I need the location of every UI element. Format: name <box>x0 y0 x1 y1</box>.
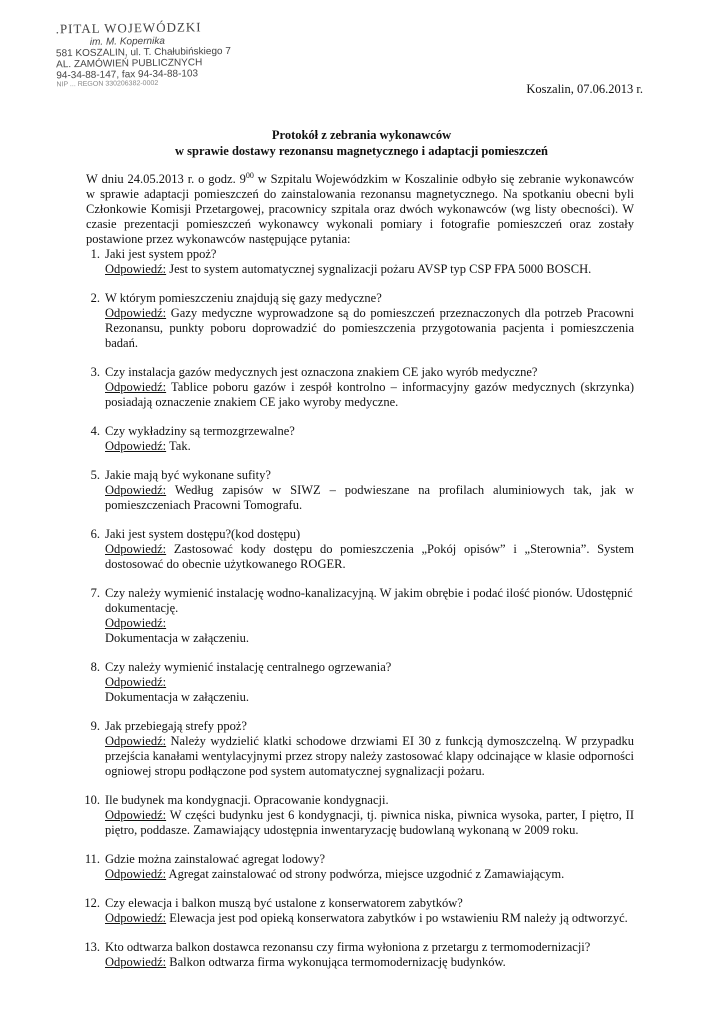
answer <box>105 867 634 882</box>
title-line-2: w sprawie dostawy rezonansu magnetycznego i adaptacji pomieszczeń <box>175 144 548 158</box>
answer-label: Odpowiedź: <box>105 808 167 823</box>
hospital-stamp <box>56 19 247 90</box>
question-item <box>86 468 634 513</box>
question-item <box>86 527 634 572</box>
answer-label: Odpowiedź: <box>105 955 167 970</box>
question-text: Ile budynek ma kondygnacji. Opracowanie kondygnacji. <box>105 793 389 808</box>
answer-text: Według zapisów w SIWZ – podwieszane na profilach aluminiowych tak, jak w pomieszczeniach Pracowni Tomografu. <box>105 483 634 513</box>
answer-label: Odpowiedź: <box>105 867 167 882</box>
question-text: Czy wykładziny są termozgrzewalne? <box>105 424 295 439</box>
question-number: 6. <box>90 527 100 542</box>
answer-label: Odpowiedź: <box>105 306 167 321</box>
answer <box>105 911 634 926</box>
title-line-1: Protokół z zebrania wykonawców <box>271 128 452 142</box>
answer-text: Dokumentacja w załączeniu. <box>105 631 250 646</box>
question-number: 10. <box>84 793 100 808</box>
answer-text: Agregat zainstalować od strony podwórza, miejsce uzgodnić z Zamawiającym. <box>168 867 565 882</box>
answer-label: Odpowiedź: <box>105 439 167 454</box>
answer-label: Odpowiedź: <box>105 380 167 395</box>
answer <box>105 439 634 454</box>
question-number: 5. <box>90 468 100 483</box>
question-number: 2. <box>90 291 100 306</box>
answer-text: Tablice poboru gazów i zespół kontrolno – informacyjny gazów medycznych (skrzynka) posiadają oznaczenie znakiem CE jako wyroby medyczne. <box>105 380 635 410</box>
stamp-line: im. M. Kopernika <box>89 35 165 48</box>
question-text: Czy elewacja i balkon muszą być ustalone z konserwatorem zabytków? <box>105 896 463 911</box>
question-number: 1. <box>90 247 100 262</box>
answer <box>105 483 634 513</box>
question-number: 11. <box>84 852 100 867</box>
question-item <box>86 247 634 277</box>
answer-label: Odpowiedź: <box>105 911 167 926</box>
question-item <box>86 940 634 970</box>
question-number: 4. <box>90 424 100 439</box>
stamp-line: 581 KOSZALIN, ul. T. Chałubińskiego 7 <box>55 45 231 60</box>
answer <box>105 734 634 779</box>
answer <box>105 262 634 277</box>
answer-label: Odpowiedź: <box>105 262 167 277</box>
stamp-line: .PITAL WOJEWÓDZKI <box>55 19 202 37</box>
question-number: 12. <box>84 896 100 911</box>
question-text: Jaki jest system ppoż? <box>105 247 217 262</box>
question-item <box>86 793 634 838</box>
question-text: Czy należy wymienić instalację wodno-kanalizacyjną. W jakim obrębie i podać ilość pionów. Udostępnić dokumentację. <box>105 586 633 616</box>
question-item <box>86 365 634 410</box>
question-item <box>86 586 634 646</box>
questions-list <box>86 247 634 970</box>
question-item <box>86 424 634 454</box>
question-item <box>86 719 634 779</box>
question-text: Jak przebiegają strefy ppoż? <box>105 719 247 734</box>
question-text: Jaki jest system dostępu?(kod dostępu) <box>105 527 301 542</box>
answer-label: Odpowiedź: <box>105 483 167 498</box>
question-text: Jakie mają być wykonane sufity? <box>105 468 271 483</box>
place-date: Koszalin, 07.06.2013 r. <box>526 82 643 96</box>
answer <box>105 380 634 410</box>
question-item <box>86 852 634 882</box>
answer <box>105 542 634 572</box>
answer-text: Należy wydzielić klatki schodowe drzwiami EI 30 z funkcją dymoszczelną. W przypadku przejścia kanałami wentylacyjnymi przez stropy należy zastosować klapy odcinające w klasie odporności ogniowej stropu podłączone pod system automatycznej sygnalizacji pożaru. <box>105 734 634 779</box>
stamp-line: NIP ... REGON 330206382-0002 <box>56 79 159 89</box>
answer-text: Dokumentacja w załączeniu. <box>105 690 250 705</box>
question-text: Kto odtwarza balkon dostawca rezonansu czy firma wyłoniona z przetargu z termomodernizacji? <box>105 940 591 955</box>
answer-label: Odpowiedź: <box>105 616 167 631</box>
answer-label: Odpowiedź: <box>105 542 167 557</box>
question-number: 13. <box>84 940 100 955</box>
answer-label: Odpowiedź: <box>105 734 167 749</box>
question-number: 9. <box>90 719 100 734</box>
question-text: Czy należy wymienić instalację centralnego ogrzewania? <box>105 660 392 675</box>
document-title <box>0 127 723 159</box>
question-text: Gdzie można zainstalować agregat lodowy? <box>105 852 326 867</box>
document-body <box>86 168 634 984</box>
answer <box>105 808 634 838</box>
answer-text: Jest to system automatycznej sygnalizacji pożaru AVSP typ CSP FPA 5000 BOSCH. <box>169 262 592 277</box>
answer-text: Gazy medyczne wyprowadzone są do pomieszczeń przeznaczonych dla potrzeb Pracowni Rezonansu, punkty poboru doprowadzić do pomieszczenia przygotowania pacjenta i pomieszczenia badań. <box>105 306 634 351</box>
answer-text: Zastosować kody dostępu do pomieszczenia „Pokój opisów” i „Sterownia”. System dostosować do obecnie użytkowanego ROGER. <box>105 542 634 572</box>
question-text: W którym pomieszczeniu znajdują się gazy medyczne? <box>105 291 382 306</box>
stamp-line: AL. ZAMÓWIEŃ PUBLICZNYCH <box>56 57 203 71</box>
answer-text: Balkon odtwarza firma wykonująca termomodernizację budynków. <box>169 955 506 970</box>
question-text: Czy instalacja gazów medycznych jest oznaczona znakiem CE jako wyrób medyczne? <box>105 365 538 380</box>
answer-label: Odpowiedź: <box>105 675 167 690</box>
answer <box>105 955 634 970</box>
answer-text: Tak. <box>169 439 191 454</box>
question-item <box>86 291 634 351</box>
question-number: 8. <box>90 660 100 675</box>
intro-paragraph: W dniu 24.05.2013 r. o godz. $9^{00}$ w Szpitalu Wojewódzkim w Koszalinie odbyło się zebranie wykonawców w sprawie adaptacji pomieszczeń do zainstalowania rezonansu magnetycznego. Na spotkaniu obecni byli Członkowie Komisji Przetargowej, pracownicy szpitala oraz dwóch wykonawców (wg listy obecności). W czasie prezentacji pomieszczeń wykonawcy wykonali pomiary i fotografie pomieszczeń oraz zostały postawione przez wykonawców następujące pytania: <box>86 171 634 247</box>
stamp-line: 94-34-88-147, fax 94-34-88-103 <box>56 68 199 82</box>
question-item <box>86 660 634 705</box>
question-number: 3. <box>90 365 100 380</box>
question-item <box>86 896 634 926</box>
question-number: 7. <box>90 586 100 601</box>
answer <box>105 306 634 351</box>
answer-text: W części budynku jest 6 kondygnacji, tj. piwnica niska, piwnica wysoka, parter, I piętro, II piętro, poddasze. Zamawiający udostępnia inwentaryzację budowlaną wykonaną w 2009 roku. <box>105 808 634 838</box>
answer-text: Elewacja jest pod opieką konserwatora zabytków i po wstawieniu RM należy ją odtworzyć. <box>169 911 628 926</box>
